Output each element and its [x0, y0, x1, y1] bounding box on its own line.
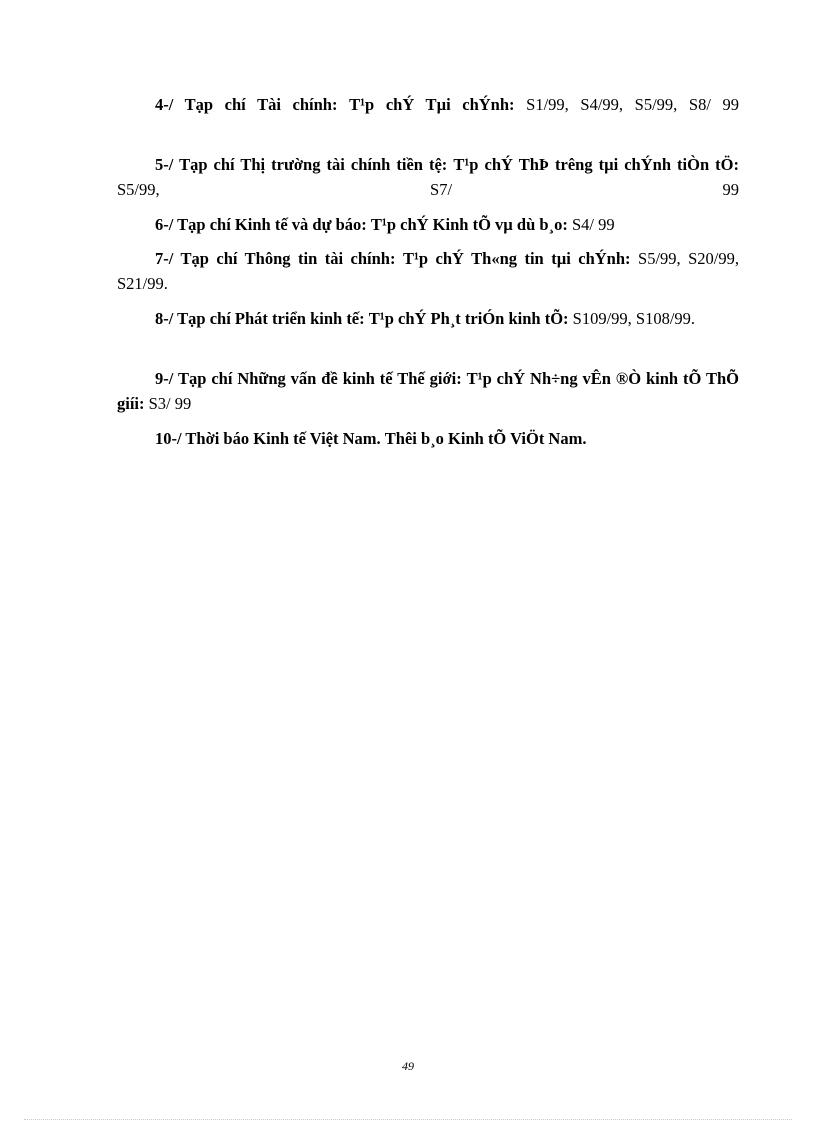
- entry-refs: S4/ 99: [571, 215, 615, 234]
- entry-refs: S5/99, S20/99, S21/99.: [117, 249, 740, 293]
- entry-garbled-title: Thêi b¸o Kinh tÕ ViÖt Nam.: [384, 429, 587, 448]
- entry-title: -/ Tạp chí Phát triển kinh tế:: [163, 309, 365, 328]
- entry-number: 5: [155, 155, 164, 174]
- entry-refs: S109/99, S108/99.: [572, 309, 696, 328]
- entry-number: 9: [155, 369, 164, 388]
- page-bottom-divider: [24, 1119, 792, 1120]
- entry-garbled-title: T¹p chÝ Th«ng tin tµi chÝnh:: [402, 249, 631, 268]
- entry-title: -/ Tạp chí Kinh tế và dự báo:: [163, 215, 367, 234]
- entry-title: -/ Thời báo Kinh tế Việt Nam.: [171, 429, 381, 448]
- entry-refs: S5/99, S7/ 99: [117, 180, 739, 199]
- entry-title: -/ Tạp chí Tài chính:: [163, 95, 338, 114]
- entry-garbled-title: T¹p chÝ Nh÷ng vÊn ®Ò kinh tÕ ThÕ giíi:: [117, 369, 739, 413]
- reference-entry-6: [117, 212, 739, 237]
- entry-number: 8: [155, 309, 164, 328]
- reference-entry-8: [117, 306, 739, 331]
- entry-title: -/ Tạp chí Những vấn đề kinh tế Thế giới:: [163, 369, 462, 388]
- entry-number: 6: [155, 215, 164, 234]
- entry-refs: S3/ 99: [148, 394, 192, 413]
- reference-entry-9: [117, 366, 739, 416]
- entry-garbled-title: T¹p chÝ Ph¸t triÓn kinh tÕ:: [368, 309, 569, 328]
- page-number: 49: [402, 1059, 414, 1073]
- entry-number: 4: [155, 95, 164, 114]
- reference-entry-10: [117, 426, 739, 451]
- reference-entry-5: [117, 152, 739, 202]
- entry-garbled-title: T¹p chÝ ThÞ trêng tµi chÝnh tiÒn tÖ:: [453, 155, 740, 174]
- entry-garbled-title: T¹p chÝ Tµi chÝnh:: [349, 95, 515, 114]
- entry-title: -/ Tạp chí Thông tin tài chính:: [163, 249, 396, 268]
- entry-number: 7: [155, 249, 164, 268]
- entry-number: 10: [155, 429, 172, 448]
- reference-entry-4: [117, 92, 739, 117]
- entry-title: -/ Tạp chí Thị trường tài chính tiền tệ:: [163, 155, 448, 174]
- entry-garbled-title: T¹p chÝ Kinh tÕ vµ dù b¸o:: [370, 215, 568, 234]
- reference-entry-7: [117, 246, 739, 296]
- entry-refs: S1/99, S4/99, S5/99, S8/ 99: [526, 95, 740, 114]
